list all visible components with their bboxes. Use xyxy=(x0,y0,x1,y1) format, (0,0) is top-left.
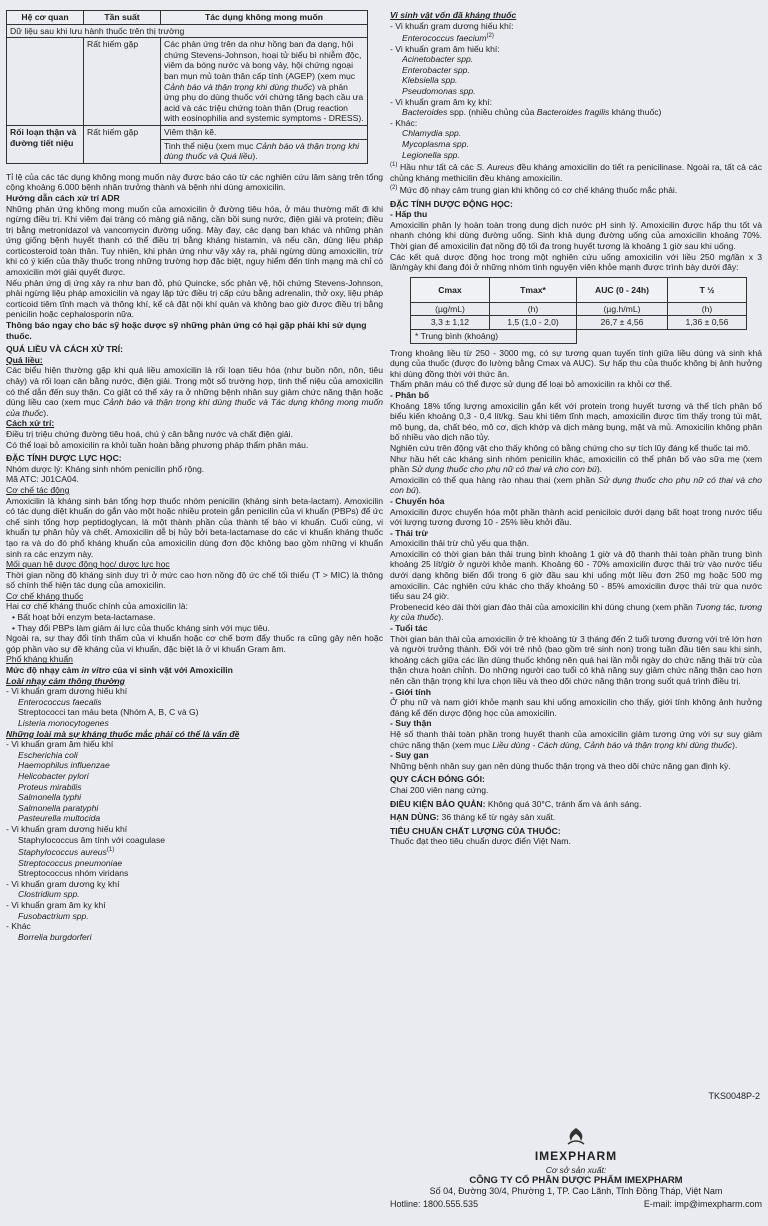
resistance-paragraph: Hai cơ chế kháng thuốc chính của amoxicilin là: xyxy=(6,601,188,612)
absorption-paragraph-2: Các kết quả dược động học trong một nghiên cứu uống amoxicilin với liều 250 mg/lần x 3 lần/ngày khi đang đói ở những nhóm tình nguyện viên khỏe mạnh được trình bày dưới đây: xyxy=(390,251,762,273)
treatment-text: Điều trị triệu chứng đường tiêu hoá, chú ý cân bằng nước và chất điện giải. xyxy=(6,428,293,439)
list-item: Enterococcus faecium$^{(2)}$ xyxy=(402,33,494,44)
sex-paragraph: Ở phụ nữ và nam giới khỏe mạnh sau khi uống amoxicilin cho thấy, giới tính không ảnh hưởng đáng kể đến dược động học của amoxicilin. xyxy=(390,697,762,718)
table-row xyxy=(411,302,747,316)
pk-unit-cell: (h) xyxy=(490,302,577,316)
adverse-effects-table xyxy=(6,10,368,164)
acquired-resistance-title: Những loài mà sự kháng thuốc mắc phải có thể là vấn đề xyxy=(6,728,240,739)
table-row xyxy=(7,38,368,126)
list-item: Clostridium spp. xyxy=(18,889,80,900)
right-column xyxy=(390,10,762,847)
group-label: - Vi khuẩn gram dương hiếu khí xyxy=(6,823,128,834)
group-label: - Khác: xyxy=(390,117,418,128)
pharmacokinetics-heading: ĐẶC TÍNH DƯỢC ĐỘNG HỌC: xyxy=(390,198,513,209)
adr-heading: Hướng dẫn cách xử trí ADR xyxy=(6,192,120,203)
overdose-heading: QUÁ LIỀU VÀ CÁCH XỬ TRÍ: xyxy=(6,344,123,355)
pk-value-cell: 1,36 ± 0,56 xyxy=(668,316,747,330)
distribution-paragraph-2: Nghiên cứu trên động vật cho thấy không có bằng chứng cho sự tích lũy đáng kể thuốc tại mô. xyxy=(390,442,751,453)
footnote-2: $^{(2)}$ Mức độ nhạy cảm trung gian khi không có cơ chế kháng thuốc mắc phải. xyxy=(390,185,678,196)
list-item: Listeria monocytogenes xyxy=(18,718,109,728)
table-row xyxy=(7,125,368,139)
frequency-cell: Rất hiếm gặp xyxy=(84,125,161,163)
age-subheading: - Tuổi tác xyxy=(390,623,428,634)
list-item: Bacteroides spp. (nhiều chủng của Bacteroides fragilis kháng thuốc) xyxy=(402,107,662,118)
producer-label: Cơ sở sản xuất: xyxy=(545,1165,607,1176)
elimination-paragraph-2: Amoxicilin có thời gian bán thải trung bình khoảng 1 giờ và độ thanh thải toàn phần trung bình khoảng 25 lít/giờ ở người khỏe mạnh. Khoảng 60 - 70% amoxicilin được thải trừ vào nước tiểu dưới dạng không biến đổi trong 6 giờ đầu sau khi uống một liều đơn 250 mg hoặc 500 mg amoxicilin. Các nghiên cứu khác cho thấy khoảng 50 - 85% amoxicilin được thải trừ qua nước tiểu sau 24 giờ. xyxy=(390,548,762,602)
company-address: Số 04, Đường 30/4, Phường 1, TP. Cao Lãnh, Tỉnh Đồng Tháp, Việt Nam xyxy=(429,1186,723,1197)
list-item: Borrelia burgdorferi xyxy=(18,931,92,942)
list-item: Fusobactrium spp. xyxy=(18,910,89,921)
metabolism-subheading: - Chuyển hóa xyxy=(390,495,445,506)
absorption-paragraph-4: Thẩm phân máu có thể được sử dụng để loại bỏ amoxicilin ra khỏi cơ thể. xyxy=(390,379,673,390)
group-label: - Vi khuẩn gram dương hiếu khí: xyxy=(390,20,514,31)
list-item: Enterococcus faecalis xyxy=(18,696,102,707)
renal-subheading: - Suy thận xyxy=(390,718,432,729)
list-item: Helicobacter pylori xyxy=(18,770,89,781)
table-row xyxy=(411,330,747,344)
pk-value-cell: 1,5 (1,0 - 2,0) xyxy=(490,316,577,330)
pk-unit-cell: (µg/mL) xyxy=(411,302,490,316)
resistance-subheading: Cơ chế kháng thuốc xyxy=(6,590,84,601)
group-label: - Vi khuẩn gram dương kỵ khí xyxy=(6,878,120,889)
absorption-subheading: - Hấp thu xyxy=(390,209,428,220)
col-header-frequency: Tần suất xyxy=(84,11,161,25)
document-code: TKS0048P-2 xyxy=(708,1091,760,1101)
group-label: - Vi khuẩn gram dương hiếu khí xyxy=(6,686,128,697)
list-item: Escherichia coli xyxy=(18,749,78,760)
sex-subheading: - Giới tính xyxy=(390,686,431,697)
ratio-paragraph: Tỉ lệ của các tác dụng không mong muốn này được báo cáo từ các nghiên cứu lâm sàng trên tổng cộng khoảng 6.000 bệnh nhân trưởng thành và bệnh nhi dùng amoxicilin. xyxy=(6,171,383,193)
resistance-paragraph-2: Ngoài ra, sự thay đổi tính thấm của vi khuẩn hoặc cơ chế bơm đẩy thuốc ra cũng gây nên hoặc góp phần vào sự đề kháng của vi khuẩn, đặc biệt là ở vi khuẩn Gram âm. xyxy=(6,633,383,654)
pharmacodynamics-heading: ĐẶC TÍNH DƯỢC LỰC HỌC: xyxy=(6,453,122,464)
manufacturer-block xyxy=(390,1126,762,1210)
expiry-line: HẠN DÙNG: 36 tháng kể từ ngày sản xuất. xyxy=(390,812,556,823)
left-column xyxy=(6,10,383,942)
sensitive-species-title: Loài nhạy cảm thông thường xyxy=(6,675,125,686)
effect-cell: Viêm thận kẽ. xyxy=(161,125,368,139)
mechanism-paragraph: Amoxicilin là kháng sinh bán tổng hợp thuốc nhóm penicilin (kháng sinh beta-lactam). Amoxicilin có tác dụng diệt khuẩn do gắn vào một hoặc nhiều protein gắn penicilin của vi khuẩn (PBPs) để ức chế sinh tổng hợp peptidoglycan, là một thành phần của thành tế bào vi khuẩn. Cuối cùng, vi khuẩn tự phân hủy và chết. Amoxicilin dễ bị hủy bởi beta-lactamase do các vi khuẩn kháng thuốc tạo ra và do đó phổ kháng khuẩn của amoxicilin dùng đơn độc không bao gồm những vi khuẩn sinh ra các enzym này. xyxy=(6,495,383,559)
distribution-subheading: - Phân bố xyxy=(390,389,430,400)
overdose-subheading: Quá liều: xyxy=(6,354,43,365)
table-span-row: Dữ liệu sau khi lưu hành thuốc trên thị trường xyxy=(7,24,368,38)
adr-paragraph: Những phản ứng không mong muốn của amoxicilin ở đường tiêu hóa, ở máu thường mất đi khi ngừng điều trị. Khi viêm đại tràng có màng giả nặng, cần bồi sung nước, điện giải và protein; điều trị bằng metronidazol và vancomycin đường uống. Mày đay, các dạng ban khác và những phản ứng giống bệnh huyết thanh có thể điều trị bằng kháng histamin, và nếu cần, dùng liệu pháp corticosteroid toàn thân. Tuy nhiên, khi phản ứng như vậy xảy ra, phải ngừng dùng amoxicilin, trừ khi có ý kiến của thầy thuốc trong những trường hợp đặc biệt, nguy hiểm đến tính mạng mà chỉ có amoxicilin mới giải quyết được. xyxy=(6,203,383,278)
resistance-bullet: • Thay đổi PBPs làm giảm ái lực của thuốc kháng sinh với mục tiêu. xyxy=(12,622,270,633)
list-item: Acinetobacter spp. xyxy=(402,54,474,65)
age-paragraph: Thời gian bán thải của amoxicilin ở trẻ khoảng từ 3 tháng đến 2 tuổi tương đương với trẻ lớn hơn và người trưởng thành. Đối với trẻ nhỏ (bao gồm trẻ sinh non) trong tuần đầu tiên sau khi sinh, khoảng cách giữa các lần dùng thuốc không nên quá hai lần mỗi ngày do chức năng thải trừ của thận chưa hoàn chỉnh. Do những người cao tuổi có khả năng suy giảm chức năng thận cao hơn nên cần thận trọng khi lựa chọn liều và theo dõi chức năng thận trong suốt quá trình điều trị. xyxy=(390,633,762,687)
group-label: - Vi khuẩn gram âm hiếu khí: xyxy=(390,43,500,54)
pk-value-cell: 3,3 ± 1,12 xyxy=(411,316,490,330)
elimination-paragraph: Amoxicilin thải trừ chủ yếu qua thận. xyxy=(390,538,530,549)
notice-text: Thông báo ngay cho bác sỹ hoặc dược sỹ những phản ứng có hại gặp phải khi sử dụng thuốc. xyxy=(6,320,367,341)
overdose-paragraph: Các biểu hiện thường gặp khi quá liều amoxicilin là rối loạn tiêu hóa (như buồn nôn, nôn, tiêu chảy) và rối loạn cân bằng nước, điện giải. Trong một số trường hợp, tinh thể niệu của amoxicilin có thể dẫn đến suy thận. Co giật có thể xảy ra ở những bệnh nhân suy giảm chức năng thận hoặc dùng liều cao (xem mục Cảnh báo và thận trọng khi dùng thuốc và Tác dụng không mong muốn của thuốc). xyxy=(6,365,384,418)
list-item: Legionella spp. xyxy=(402,149,460,160)
standard-text: Thuốc đạt theo tiêu chuẩn dược điển Việt Nam. xyxy=(390,836,571,847)
absorption-paragraph-3: Trong khoảng liều từ 250 - 3000 mg, có sự tương quan tuyến tính giữa liều dùng và sinh khả dụng của thuốc (được đo lường bằng Cmax và AUC). Sự hấp thu của thuốc không bị ảnh hưởng khi dùng đồng thời với thức ăn. xyxy=(390,347,762,379)
group-label: - Vi khuẩn gram âm kỵ khí: xyxy=(390,96,493,107)
pk-header-thalf: T ½ xyxy=(668,277,747,302)
treatment-text-2: Có thể loại bỏ amoxicilin ra khỏi tuần hoàn bằng phương pháp thẩm phân máu. xyxy=(6,439,309,450)
liver-paragraph: Những bệnh nhân suy gan nên dùng thuốc thận trọng và theo dõi chức năng gan định kỳ. xyxy=(390,760,731,771)
list-item: Mycoplasma spp. xyxy=(402,138,469,149)
effect-cell: Các phản ứng trên da như hồng ban đa dạng, hội chứng Stevens-Johnson, hoại tử biểu bì nhiễm độc, viêm da bóng nước và bong vảy, hội chứng ngoại ban mụn mủ toàn thân cấp tính (AGEP) (xem mục Cảnh báo và thận trọng khi dùng thuốc) và phản ứng phụ do dùng thuốc với chứng tăng bạch cầu ưa acid và các triệu chứng toàn thân (Drug reaction with eosinophilia and systemic symptoms - DRESS). xyxy=(161,38,368,126)
treatment-subheading: Cách xử trí: xyxy=(6,418,55,429)
list-item: Streptococci tan máu beta (Nhóm A, B, C và G) xyxy=(18,707,199,718)
pkpd-subheading: Mối quan hệ dược động học/ dược lực học xyxy=(6,559,170,570)
email: E-mail: imp@imexpharm.com xyxy=(643,1198,762,1209)
list-item: Streptococcus pneumoniae xyxy=(18,857,123,868)
elimination-subheading: - Thải trừ xyxy=(390,527,428,538)
list-item: Salmonella paratyphi xyxy=(18,802,99,813)
hotline: Hotline: 1800.555.535 xyxy=(390,1198,479,1209)
distribution-paragraph-4: Amoxicilin có thể qua hàng rào nhau thai (xem phần Sử dụng thuốc cho phụ nữ có thai và cho con bú). xyxy=(390,474,762,496)
list-item: Pseudomonas spp. xyxy=(402,86,476,97)
frequency-cell: Rất hiếm gặp xyxy=(84,38,161,126)
absorption-paragraph: Amoxicilin phân ly hoàn toàn trong dung dịch nước pH sinh lý. Amoxicilin được hấp thu tốt và nhanh chóng khi dùng đường uống. Sinh khả dụng đường uống của amoxicilin khoảng 70%. Thời gian để amoxicilin đạt nồng độ tối đa trong huyết tương là khoảng 1 giờ sau khi uống. xyxy=(390,219,762,252)
distribution-paragraph-3: Như hầu hết các kháng sinh nhóm penicilin khác, amoxicilin có thể phân bố vào sữa mẹ (xem phần Sử dụng thuốc cho phụ nữ có thai và cho con bú). xyxy=(390,453,762,475)
group-label: - Vi khuẩn gram âm hiếu khí xyxy=(6,739,114,750)
company-name: CÔNG TY CỔ PHẦN DƯỢC PHẨM IMEXPHARM xyxy=(469,1174,683,1186)
spectrum-subheading: Phổ kháng khuẩn xyxy=(6,654,73,665)
distribution-paragraph: Khoảng 18% tổng lượng amoxicilin gắn kết với protein trong huyết tương và thể tích phân bố biểu kiến khoảng 0,3 - 0,4 lít/kg. Sau khi tiêm tĩnh mạch, amoxicilin được tìm thấy trong túi mật, mô bụng, da, chất béo, mô cơ, dịch khớp và dịch màng bụng, mật và mủ. Amoxicilin không phân bố nhiều vào dịch não tủy. xyxy=(390,400,762,443)
atc-code: Mã ATC: J01CA04. xyxy=(6,474,79,485)
pk-value-cell: 26,7 ± 4,56 xyxy=(577,316,668,330)
pkpd-paragraph: Thời gian nồng độ kháng sinh duy trì ở mức cao hơn nồng độ ức chế tối thiểu (T > MIC) là thông số chính thể hiện tác dụng của amoxicilin. xyxy=(6,569,383,591)
liver-subheading: - Suy gan xyxy=(390,750,429,761)
packaging-heading: QUY CÁCH ĐÓNG GÓI: xyxy=(390,774,485,785)
list-item: Haemophilus influenzae xyxy=(18,760,110,771)
list-item: Staphylococcus aureus$^{(1)}$ xyxy=(18,846,115,857)
standard-heading: TIÊU CHUẨN CHẤT LƯỢNG CỦA THUỐC: xyxy=(390,825,561,836)
pk-header-tmax: Tmax* xyxy=(490,277,577,302)
resistance-bullet: • Bất hoạt bởi enzym beta-lactamase. xyxy=(12,612,156,623)
metabolism-paragraph: Amoxicilin được chuyển hóa một phần thành acid peniciloic dưới dạng bất hoạt trong nước tiểu với lượng tương đương 10 - 25% liều khởi đầu. xyxy=(390,506,762,528)
elimination-paragraph-3: Probenecid kéo dài thời gian đào thải của amoxicilin khi dùng chung (xem phần Tương tác, tương kỵ của thuốc). xyxy=(390,601,762,623)
pk-header-cmax: Cmax xyxy=(411,277,490,302)
effect-cell: Tinh thể niệu (xem mục Cảnh báo và thận trọng khi dùng thuốc và Quá liều). xyxy=(161,139,368,163)
list-item: Chlamydia spp. xyxy=(402,128,462,139)
pk-unit-cell: (h) xyxy=(668,302,747,316)
spectrum-title: Mức độ nhạy cảm in vitro của vi sinh vật với Amoxicilin xyxy=(6,665,233,676)
list-item: Streptococcus nhóm viridans xyxy=(18,868,129,879)
mechanism-subheading: Cơ chế tác động xyxy=(6,484,70,495)
contact-line xyxy=(390,1199,762,1210)
storage-line: ĐIỀU KIỆN BẢO QUẢN: Không quá 30°C, tránh ẩm và ánh sáng. xyxy=(390,798,642,809)
adr-paragraph-2: Nếu phản ứng dị ứng xảy ra như ban đỏ, phù Quincke, sốc phản vệ, hội chứng Stevens-Johnson, phải ngừng liệu pháp amoxicilin và ngay lập tức điều trị cấp cứu bằng adrenalin, thở oxy, liệu pháp corticoid tiêm tĩnh mạch và thông khí, kể cả đặt nội khí quản và không bao giờ được điều trị bằng penicilin hoặc cephalosporin nữa. xyxy=(6,277,383,320)
list-item: Proteus mirabilis xyxy=(18,781,82,792)
group-label: - Khác xyxy=(6,921,31,932)
pk-unit-cell: (µg.h/mL) xyxy=(577,302,668,316)
brand-name: IMEXPHARM xyxy=(534,1148,618,1163)
pk-note: * Trung bình (khoảng) xyxy=(411,330,577,344)
list-item: Klebsiella spp. xyxy=(402,75,458,86)
organ-cell: Rối loạn thận và đường tiết niệu xyxy=(7,125,84,163)
renal-paragraph: Hệ số thanh thải toàn phần trong huyết thanh của amoxicilin giảm tương ứng với sự suy giảm chức năng thận (xem mục Liều dùng - Cách dùng, Cảnh báo và thận trọng khi dùng thuốc). xyxy=(390,728,762,750)
group-label: - Vi khuẩn gram âm kỵ khí xyxy=(6,899,106,910)
list-item: Enterobacter spp. xyxy=(402,64,470,75)
pk-header-auc: AUC (0 - 24h) xyxy=(577,277,668,302)
pharmacological-group: Nhóm dược lý: Kháng sinh nhóm penicilin phổ rộng. xyxy=(6,463,205,474)
list-item: Pasteurella multocida xyxy=(18,813,101,824)
pk-table xyxy=(410,277,747,344)
packaging-text: Chai 200 viên nang cứng. xyxy=(390,784,489,795)
list-item: Salmonella typhi xyxy=(18,792,82,803)
col-header-organ: Hệ cơ quan xyxy=(7,11,84,25)
col-header-effect: Tác dụng không mong muốn xyxy=(161,11,368,25)
footnote-1: $^{(1)}$ Hầu như tất cả các S. Aureus đều kháng amoxicilin do tiết ra penicilinase. Ngoài ra, tất cả các chủng kháng methicilin đều kháng amoxicilin. xyxy=(390,162,762,183)
list-item: Staphylococcus âm tính với coagulase xyxy=(18,834,166,845)
table-row xyxy=(411,316,747,330)
resistant-species-title: Vi sinh vật vốn đã kháng thuốc xyxy=(390,10,517,20)
imexpharm-logo-icon xyxy=(390,1126,762,1151)
